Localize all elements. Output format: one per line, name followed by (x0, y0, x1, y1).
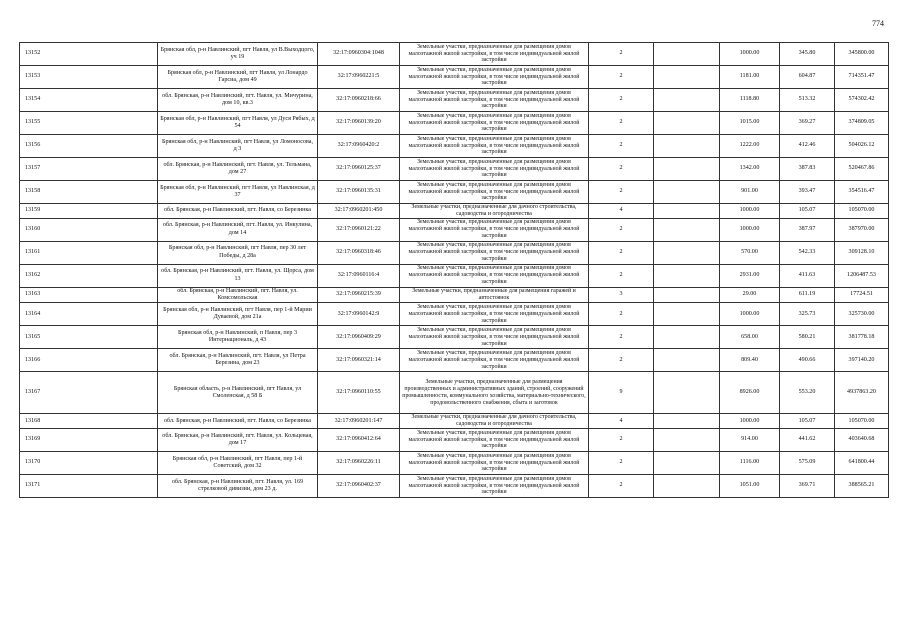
table-row (20, 66, 889, 89)
table-row (20, 475, 889, 498)
group-number-cell: 2 (589, 218, 654, 241)
group-number-cell: 2 (589, 303, 654, 326)
cadastral-value-cell: 354516.47 (835, 181, 889, 204)
empty-cell (654, 303, 720, 326)
specific-value-cell: 387.97 (780, 218, 835, 241)
area-cell: 8926.00 (720, 372, 780, 414)
cadastral-number-cell: 32:17:0960218:66 (318, 89, 400, 112)
cadastral-number-cell: 32:17:0960412:64 (318, 429, 400, 452)
land-use-cell: Земельные участки, предназначенные для размещения домов малоэтажной жилой застройки, в том числе индивидуальной жилой застройки (400, 264, 589, 287)
empty-cell (654, 452, 720, 475)
cadastral-value-cell: 309128.10 (835, 241, 889, 264)
empty-cell (654, 135, 720, 158)
cadastral-value-cell: 388565.21 (835, 475, 889, 498)
area-cell: 2931.00 (720, 264, 780, 287)
cadastral-value-table (19, 42, 889, 498)
row-number-cell: 13162 (20, 264, 158, 287)
address-cell: Брянская обл, р-н Навлинский, пгт Навля, пер 30 лет Победы, д 28а (158, 241, 318, 264)
group-number-cell: 2 (589, 452, 654, 475)
row-number-cell: 13155 (20, 112, 158, 135)
empty-cell (654, 326, 720, 349)
group-number-cell: 4 (589, 204, 654, 219)
specific-value-cell: 611.19 (780, 287, 835, 303)
specific-value-cell: 345.80 (780, 43, 835, 66)
cadastral-value-cell: 105070.00 (835, 204, 889, 219)
group-number-cell: 2 (589, 66, 654, 89)
area-cell: 1015.00 (720, 112, 780, 135)
address-cell: Брянская область, р-н Навлинский, пгт Навля, ул Смоленская, д 58 Б (158, 372, 318, 414)
area-cell: 1181.00 (720, 66, 780, 89)
row-number-cell: 13157 (20, 158, 158, 181)
land-use-cell: Земельные участки, предназначенные для размещения домов малоэтажной жилой застройки, в том числе индивидуальной жилой застройки (400, 429, 589, 452)
empty-cell (654, 372, 720, 414)
area-cell: 1116.00 (720, 452, 780, 475)
row-number-cell: 13159 (20, 204, 158, 219)
land-use-cell: Земельные участки, предназначенные для размещения домов малоэтажной жилой застройки, в том числе индивидуальной жилой застройки (400, 303, 589, 326)
specific-value-cell: 393.47 (780, 181, 835, 204)
cadastral-value-cell: 4937863.20 (835, 372, 889, 414)
cadastral-value-cell: 397140.20 (835, 349, 889, 372)
specific-value-cell: 369.71 (780, 475, 835, 498)
land-use-cell: Земельные участки, предназначенные для размещения домов малоэтажной жилой застройки, в том числе индивидуальной жилой застройки (400, 135, 589, 158)
row-number-cell: 13167 (20, 372, 158, 414)
address-cell: Брянская обл, р-н Навлинский, пгт Навля, пер 1-й Марии Дуваевой, дом 21а (158, 303, 318, 326)
table-row (20, 241, 889, 264)
address-cell: Брянская обл, р-н Навлинский, пгт Навля, пер 1-й Советский, дом 32 (158, 452, 318, 475)
specific-value-cell: 513.32 (780, 89, 835, 112)
specific-value-cell: 542.33 (780, 241, 835, 264)
specific-value-cell: 580.21 (780, 326, 835, 349)
cadastral-number-cell: 32:17:0960201:450 (318, 204, 400, 219)
area-cell: 914.00 (720, 429, 780, 452)
land-use-cell: Земельные участки, предназначенные для размещения производственных и административных зданий, строений, сооружений промышленности, коммунального хозяйства, материально-технического, продовольственного снабжения, сбыта и заготовок (400, 372, 589, 414)
group-number-cell: 2 (589, 429, 654, 452)
area-cell: 1342.00 (720, 158, 780, 181)
cadastral-value-cell: 574302.42 (835, 89, 889, 112)
cadastral-number-cell: 32:17:0960321:14 (318, 349, 400, 372)
table-row (20, 349, 889, 372)
cadastral-value-cell: 374809.05 (835, 112, 889, 135)
cadastral-number-cell: 32:17:0960420:2 (318, 135, 400, 158)
specific-value-cell: 604.87 (780, 66, 835, 89)
table-row (20, 181, 889, 204)
area-cell: 570.00 (720, 241, 780, 264)
address-cell: Брянская обл, р-н Навлинский, пгт Навля, ул В.Выходцого, уч 19 (158, 43, 318, 66)
group-number-cell: 2 (589, 158, 654, 181)
specific-value-cell: 490.66 (780, 349, 835, 372)
cadastral-number-cell: 32:17:0960116:4 (318, 264, 400, 287)
specific-value-cell: 411.63 (780, 264, 835, 287)
address-cell: обл. Брянская, р-н Навлинский, пгт. Навля, ул. Инкулина, дом 14 (158, 218, 318, 241)
empty-cell (654, 218, 720, 241)
land-use-cell: Земельные участки, предназначенные для размещения домов малоэтажной жилой застройки, в том числе индивидуальной жилой застройки (400, 218, 589, 241)
specific-value-cell: 325.73 (780, 303, 835, 326)
empty-cell (654, 204, 720, 219)
group-number-cell: 2 (589, 181, 654, 204)
specific-value-cell: 575.09 (780, 452, 835, 475)
group-number-cell: 9 (589, 372, 654, 414)
group-number-cell: 2 (589, 112, 654, 135)
table-row (20, 429, 889, 452)
cadastral-number-cell: 32:17:0960221:5 (318, 66, 400, 89)
row-number-cell: 13158 (20, 181, 158, 204)
group-number-cell: 2 (589, 475, 654, 498)
land-use-cell: Земельные участки, предназначенные для размещения домов малоэтажной жилой застройки, в том числе индивидуальной жилой застройки (400, 66, 589, 89)
table-row (20, 264, 889, 287)
cadastral-value-cell: 105070.00 (835, 414, 889, 429)
table-row (20, 204, 889, 219)
row-number-cell: 13168 (20, 414, 158, 429)
land-use-cell: Земельные участки, предназначенные для дачного строительства, садоводства и огородничества (400, 414, 589, 429)
empty-cell (654, 158, 720, 181)
cadastral-number-cell: 32:17:0960121:22 (318, 218, 400, 241)
empty-cell (654, 43, 720, 66)
area-cell: 1000.00 (720, 414, 780, 429)
land-use-cell: Земельные участки, предназначенные для размещения домов малоэтажной жилой застройки, в том числе индивидуальной жилой застройки (400, 326, 589, 349)
cadastral-value-cell: 714351.47 (835, 66, 889, 89)
address-cell: обл. Брянская, р-н Навлинский, пгт. Навля, ул. Кольцевая, дом 17 (158, 429, 318, 452)
address-cell: обл. Брянская, р-н Навлинский, пгт. Навля, ул. Комсомольская (158, 287, 318, 303)
row-number-cell: 13154 (20, 89, 158, 112)
area-cell: 809.40 (720, 349, 780, 372)
table-row (20, 218, 889, 241)
row-number-cell: 13170 (20, 452, 158, 475)
cadastral-value-cell: 403640.68 (835, 429, 889, 452)
group-number-cell: 4 (589, 414, 654, 429)
row-number-cell: 13164 (20, 303, 158, 326)
group-number-cell: 2 (589, 326, 654, 349)
empty-cell (654, 475, 720, 498)
empty-cell (654, 112, 720, 135)
cadastral-value-cell: 520467.86 (835, 158, 889, 181)
area-cell: 1000.00 (720, 43, 780, 66)
land-use-cell: Земельные участки, предназначенные для размещения домов малоэтажной жилой застройки, в том числе индивидуальной жилой застройки (400, 475, 589, 498)
group-number-cell: 2 (589, 43, 654, 66)
empty-cell (654, 181, 720, 204)
empty-cell (654, 66, 720, 89)
group-number-cell: 3 (589, 287, 654, 303)
table-row (20, 43, 889, 66)
cadastral-number-cell: 32:17:0960318:46 (318, 241, 400, 264)
empty-cell (654, 89, 720, 112)
table-row (20, 158, 889, 181)
row-number-cell: 13152 (20, 43, 158, 66)
cadastral-value-cell: 504026.12 (835, 135, 889, 158)
area-cell: 1051.00 (720, 475, 780, 498)
area-cell: 1000.00 (720, 204, 780, 219)
row-number-cell: 13153 (20, 66, 158, 89)
address-cell: Брянская обл, р-н Навлинский, пгт Навля, ул Навлинская, д 37 (158, 181, 318, 204)
row-number-cell: 13171 (20, 475, 158, 498)
address-cell: Брянская обл, р-н Навлинский, пгт Навля, ул Лонардо Гарсиа, дом 49 (158, 66, 318, 89)
row-number-cell: 13166 (20, 349, 158, 372)
address-cell: обл. Брянская, р-н Навлинский, пгт. Навля, ул Петра Березина, дом 23 (158, 349, 318, 372)
empty-cell (654, 349, 720, 372)
cadastral-number-cell: 32:17:0960139:20 (318, 112, 400, 135)
table-row (20, 303, 889, 326)
land-use-cell: Земельные участки, предназначенные для размещения домов малоэтажной жилой застройки, в том числе индивидуальной жилой застройки (400, 89, 589, 112)
address-cell: обл. Брянская, р-н Навлинский, пгт. Навля, ул. 169 стрелковой дивизии, дом 23 д. (158, 475, 318, 498)
row-number-cell: 13169 (20, 429, 158, 452)
cadastral-value-cell: 387970.00 (835, 218, 889, 241)
cadastral-number-cell: 32:17:0960201:147 (318, 414, 400, 429)
table-row (20, 452, 889, 475)
specific-value-cell: 412.46 (780, 135, 835, 158)
row-number-cell: 13161 (20, 241, 158, 264)
cadastral-number-cell: 32:17:0960226:11 (318, 452, 400, 475)
area-cell: 29.00 (720, 287, 780, 303)
empty-cell (654, 264, 720, 287)
specific-value-cell: 387.83 (780, 158, 835, 181)
land-use-cell: Земельные участки, предназначенные для размещения домов малоэтажной жилой застройки, в том числе индивидуальной жилой застройки (400, 452, 589, 475)
cadastral-value-cell: 1206487.53 (835, 264, 889, 287)
address-cell: обл. Брянская, р-н Навлинский, пгт. Навля, ул. Мичурина, дом 10, кв.3 (158, 89, 318, 112)
cadastral-number-cell: 32:17:0960304:1048 (318, 43, 400, 66)
group-number-cell: 2 (589, 135, 654, 158)
table-row (20, 287, 889, 303)
table-row (20, 326, 889, 349)
table-row (20, 89, 889, 112)
cadastral-value-cell: 381778.18 (835, 326, 889, 349)
row-number-cell: 13165 (20, 326, 158, 349)
address-cell: Брянская обл, р-н Навлинский, пгт Навля, ул Ломоносова, д 3 (158, 135, 318, 158)
area-cell: 1000.00 (720, 303, 780, 326)
specific-value-cell: 441.62 (780, 429, 835, 452)
cadastral-value-cell: 17724.51 (835, 287, 889, 303)
empty-cell (654, 429, 720, 452)
land-use-cell: Земельные участки, предназначенные для размещения домов малоэтажной жилой застройки, в том числе индивидуальной жилой застройки (400, 112, 589, 135)
specific-value-cell: 553.20 (780, 372, 835, 414)
table-row (20, 135, 889, 158)
cadastral-number-cell: 32:17:0960409:29 (318, 326, 400, 349)
group-number-cell: 2 (589, 264, 654, 287)
cadastral-value-cell: 641800.44 (835, 452, 889, 475)
cadastral-number-cell: 32:17:0960142:9 (318, 303, 400, 326)
specific-value-cell: 105.07 (780, 414, 835, 429)
row-number-cell: 13163 (20, 287, 158, 303)
area-cell: 901.00 (720, 181, 780, 204)
table-row (20, 112, 889, 135)
group-number-cell: 2 (589, 89, 654, 112)
cadastral-number-cell: 32:17:0960110:55 (318, 372, 400, 414)
land-use-cell: Земельные участки, предназначенные для размещения домов малоэтажной жилой застройки, в том числе индивидуальной жилой застройки (400, 158, 589, 181)
land-use-cell: Земельные участки, предназначенные для размещения домов малоэтажной жилой застройки, в том числе индивидуальной жилой застройки (400, 43, 589, 66)
area-cell: 1222.00 (720, 135, 780, 158)
address-cell: обл. Брянская, р-н Павлинский, пгт. Навля, со Березинка (158, 414, 318, 429)
address-cell: обл. Брянская, р-н Навлинский, пгт. Навля, ул. Тельмана, дом 27 (158, 158, 318, 181)
area-cell: 658.00 (720, 326, 780, 349)
land-use-cell: Земельные участки, предназначенные для размещения домов малоэтажной жилой застройки, в том числе индивидуальной жилой застройки (400, 241, 589, 264)
row-number-cell: 13160 (20, 218, 158, 241)
land-use-cell: Земельные участки, предназначенные для размещения гаражей и автостоянок (400, 287, 589, 303)
cadastral-value-cell: 345800.00 (835, 43, 889, 66)
address-cell: обл. Брянская, р-н Павлинский, пгт. Навля, со Березинка (158, 204, 318, 219)
empty-cell (654, 414, 720, 429)
row-number-cell: 13156 (20, 135, 158, 158)
area-cell: 1118.80 (720, 89, 780, 112)
land-use-cell: Земельные участки, предназначенные для размещения домов малоэтажной жилой застройки, в том числе индивидуальной жилой застройки (400, 181, 589, 204)
address-cell: Брянская обл, р-н Навлинский, пгт Навля, ул Дуся Рябых, д 54 (158, 112, 318, 135)
address-cell: обл. Брянская, р-н Навлинский, пгт. Навля, ул. Щорса, дом 13 (158, 264, 318, 287)
specific-value-cell: 105.07 (780, 204, 835, 219)
land-use-cell: Земельные участки, предназначенные для дачного строительства, садоводства и огородничества (400, 204, 589, 219)
cadastral-number-cell: 32:17:0960135:31 (318, 181, 400, 204)
page-number: 774 (872, 19, 884, 28)
table-row (20, 414, 889, 429)
empty-cell (654, 287, 720, 303)
cadastral-value-cell: 325730.00 (835, 303, 889, 326)
cadastral-number-cell: 32:17:0960215:39 (318, 287, 400, 303)
address-cell: Брянская обл, р-н Навлинский, п Навля, пер 3 Интернациональ, д 43 (158, 326, 318, 349)
group-number-cell: 2 (589, 241, 654, 264)
table-row (20, 372, 889, 414)
specific-value-cell: 369.27 (780, 112, 835, 135)
cadastral-number-cell: 32:17:0960402:37 (318, 475, 400, 498)
empty-cell (654, 241, 720, 264)
area-cell: 1000.00 (720, 218, 780, 241)
land-use-cell: Земельные участки, предназначенные для размещения домов малоэтажной жилой застройки, в том числе индивидуальной жилой застройки (400, 349, 589, 372)
group-number-cell: 2 (589, 349, 654, 372)
cadastral-number-cell: 32:17:0960125:37 (318, 158, 400, 181)
